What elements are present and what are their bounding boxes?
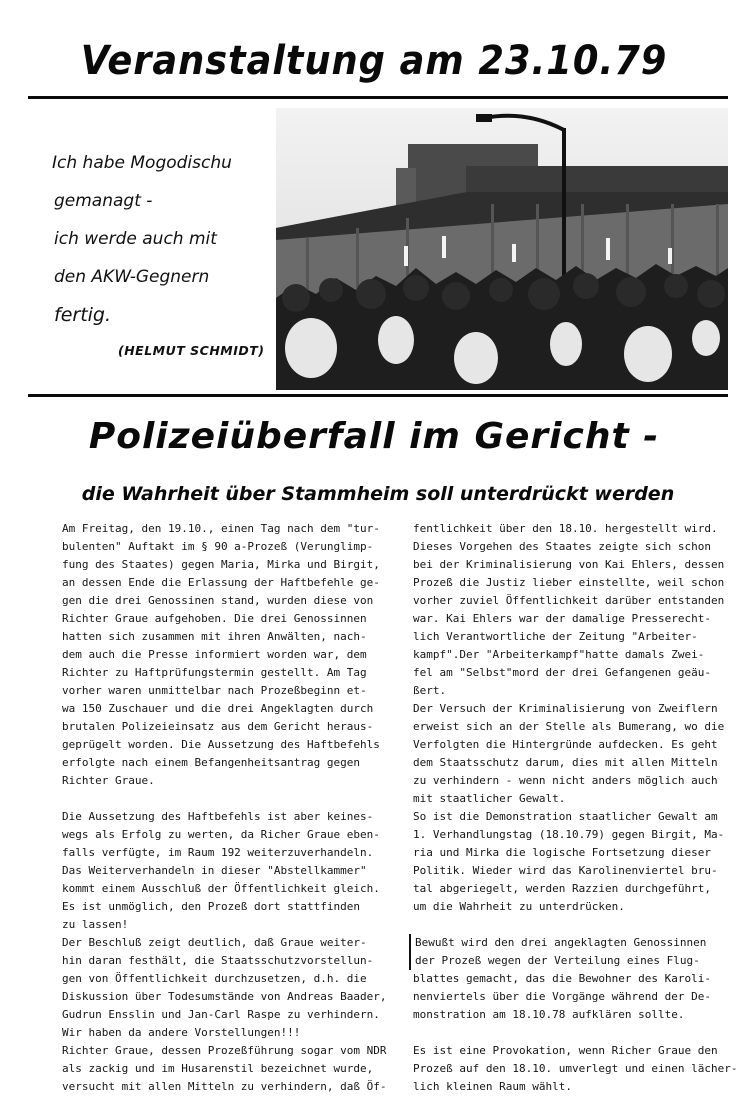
top-divider — [28, 96, 728, 99]
text-line: fung des Staates) gegen Maria, Mirka und Birgit, — [62, 558, 380, 571]
article-column-left — [62, 520, 387, 1096]
text-line: blattes gemacht, das die Bewohner des Karoli- — [413, 972, 712, 985]
text-line: als zackig und im Husarenstil bezeichnet wurde, — [62, 1062, 374, 1075]
quote-line: den AKW-Gegnern — [54, 267, 210, 287]
text-line: geprügelt worden. Die Aussetzung des Haftbefehls — [62, 738, 380, 751]
text-line: Prozeß die Justiz lieber einstellte, weil schon — [413, 576, 725, 589]
article-subtitle-text: die Wahrheit über Stammheim soll unterdrückt werden — [81, 483, 675, 505]
quote-line: Ich habe Mogodischu — [52, 153, 232, 173]
text-line: Prozeß auf den 18.10. umverlegt und einen lächer- — [413, 1062, 738, 1075]
text-line: dem Staatsschutz darum, dies mit allen Mitteln — [413, 756, 718, 769]
text-line — [413, 916, 723, 934]
text-line: bulenten" Auftakt im § 90 a-Prozeß (Verunglimp- — [62, 540, 374, 553]
quote-author: (HELMUT SCHMIDT) — [118, 343, 265, 358]
text-line: um die Wahrheit zu unterdrücken. — [413, 900, 625, 913]
text-line: Gudrun Ensslin und Jan-Carl Raspe zu verhindern. — [62, 1008, 380, 1021]
middle-divider — [28, 394, 728, 397]
text-line: lich Verantwortliche der Zeitung "Arbeiter- — [413, 630, 698, 643]
text-line: versucht mit allen Mitteln zu verhindern, daß Öf- — [62, 1080, 387, 1093]
text-line: Richter Graue. — [62, 774, 155, 787]
text-line: Es ist unmöglich, den Prozeß dort stattfinden — [62, 900, 361, 913]
text-line: hin daran festhält, die Staatsschutzvorstellun- — [62, 954, 374, 967]
text-line — [413, 1024, 723, 1042]
crowd-photo — [276, 108, 728, 390]
text-line: Am Freitag, den 19.10., einen Tag nach dem "tur- — [62, 522, 380, 535]
text-line: zu lassen! — [62, 918, 129, 931]
text-line: gen die drei Genossinen stand, wurden diese von — [62, 594, 374, 607]
text-line: gen von Öffentlichkeit durchzusetzen, d.h. die — [62, 972, 367, 985]
text-line: Politik. Wieder wird das Karolinenviertel bru- — [413, 864, 718, 877]
text-line: mit staatlicher Gewalt. — [413, 792, 566, 805]
text-line: bei der Kriminalisierung von Kai Ehlers, dessen — [413, 558, 725, 571]
text-line: fel am "Selbst"mord der drei Gefangenen geäu- — [413, 666, 712, 679]
text-line: Es ist eine Provokation, wenn Richer Graue den — [413, 1044, 718, 1057]
text-line: Dieses Vorgehen des Staates zeigte sich schon — [413, 540, 712, 553]
text-line: erfolgte nach einem Befangenheitsantrag gegen — [62, 756, 361, 769]
text-line: brutalen Polizeieinsatz aus dem Gericht heraus- — [62, 720, 374, 733]
text-line: kampf".Der "Arbeiterkampf"hatte damals Zwei- — [413, 648, 705, 661]
text-line: Richter Graue, dessen Prozeßführung sogar vom NDR — [62, 1044, 387, 1057]
text-line: vorher zuviel Öffentlichkeit darüber entstanden — [413, 594, 725, 607]
text-line: erweist sich an der Stelle als Bumerang, wo die — [413, 720, 725, 733]
text-line: So ist die Demonstration staatlicher Gewalt am — [413, 810, 718, 823]
text-line: Wir haben da andere Vorstellungen!!! — [62, 1026, 301, 1039]
text-line: Bewußt wird den drei angeklagten Genossinnen — [409, 934, 723, 952]
text-line: an dessen Ende die Erlassung der Haftbefehle ge- — [62, 576, 380, 589]
text-line: Das Weiterverhandeln in dieser "Abstellkammer" — [62, 864, 367, 877]
text-line: wegs als Erfolg zu werten, da Richer Graue eben- — [62, 828, 380, 841]
quote-line: ich werde auch mit — [54, 229, 217, 249]
crowd-photo-image — [276, 108, 728, 390]
text-line: dem auch die Presse informiert worden war, dem — [62, 648, 367, 661]
text-line — [62, 790, 368, 808]
quote-line: fertig. — [54, 304, 112, 326]
text-line: Der Beschluß zeigt deutlich, daß Graue weiter- — [62, 936, 367, 949]
text-line: kommt einem Ausschluß der Öffentlichkeit gleich. — [62, 882, 380, 895]
text-line: zu verhindern - wenn nicht anders möglich auch — [413, 774, 718, 787]
text-line: wa 150 Zuschauer und die drei Angeklagten durch — [62, 702, 374, 715]
text-line: Der Versuch der Kriminalisierung von Zweiflern — [413, 702, 718, 715]
text-line: Die Aussetzung des Haftbefehls ist aber keines- — [62, 810, 374, 823]
text-line: 1. Verhandlungstag (18.10.79) gegen Birgit, Ma- — [413, 828, 725, 841]
text-line: der Prozeß wegen der Verteilung eines Flug- — [409, 952, 723, 970]
article-column-right — [413, 520, 738, 1096]
text-line: Diskussion über Todesumstände von Andreas Baader, — [62, 990, 387, 1003]
text-line: fentlichkeit über den 18.10. hergestellt wird. — [413, 522, 718, 535]
quote-line: gemanagt - — [54, 191, 153, 211]
text-line: hatten sich zusammen mit ihren Anwälten, nach- — [62, 630, 367, 643]
article-subtitle — [0, 483, 748, 505]
text-line: nenviertels über die Vorgänge während der De- — [413, 990, 712, 1003]
article-title: Polizeiüberfall im Gericht - — [88, 416, 660, 457]
text-line: vorher waren unmittelbar nach Prozeßbeginn et- — [62, 684, 367, 697]
text-line: ria und Mirka die logische Fortsetzung dieser — [413, 846, 712, 859]
text-line: lich kleinen Raum wählt. — [413, 1080, 572, 1093]
page-title: Veranstaltung am 23.10.79 — [80, 38, 668, 84]
text-line: war. Kai Ehlers war der damalige Presserecht- — [413, 612, 712, 625]
text-line: falls verfügte, im Raum 192 weiterzuverhandeln. — [62, 846, 374, 859]
text-line: tal abgeriegelt, werden Razzien durchgeführt, — [413, 882, 712, 895]
quote-block — [52, 144, 272, 368]
text-line: monstration am 18.10.78 aufklären sollte. — [413, 1008, 685, 1021]
text-line: Richter zu Haftprüfungstermin gestellt. Am Tag — [62, 666, 367, 679]
text-line: ßert. — [413, 684, 447, 697]
text-line: Richter Graue aufgehoben. Die drei Genossinnen — [62, 612, 367, 625]
text-line: Verfolgten die Hintergründe aufdecken. Es geht — [413, 738, 718, 751]
